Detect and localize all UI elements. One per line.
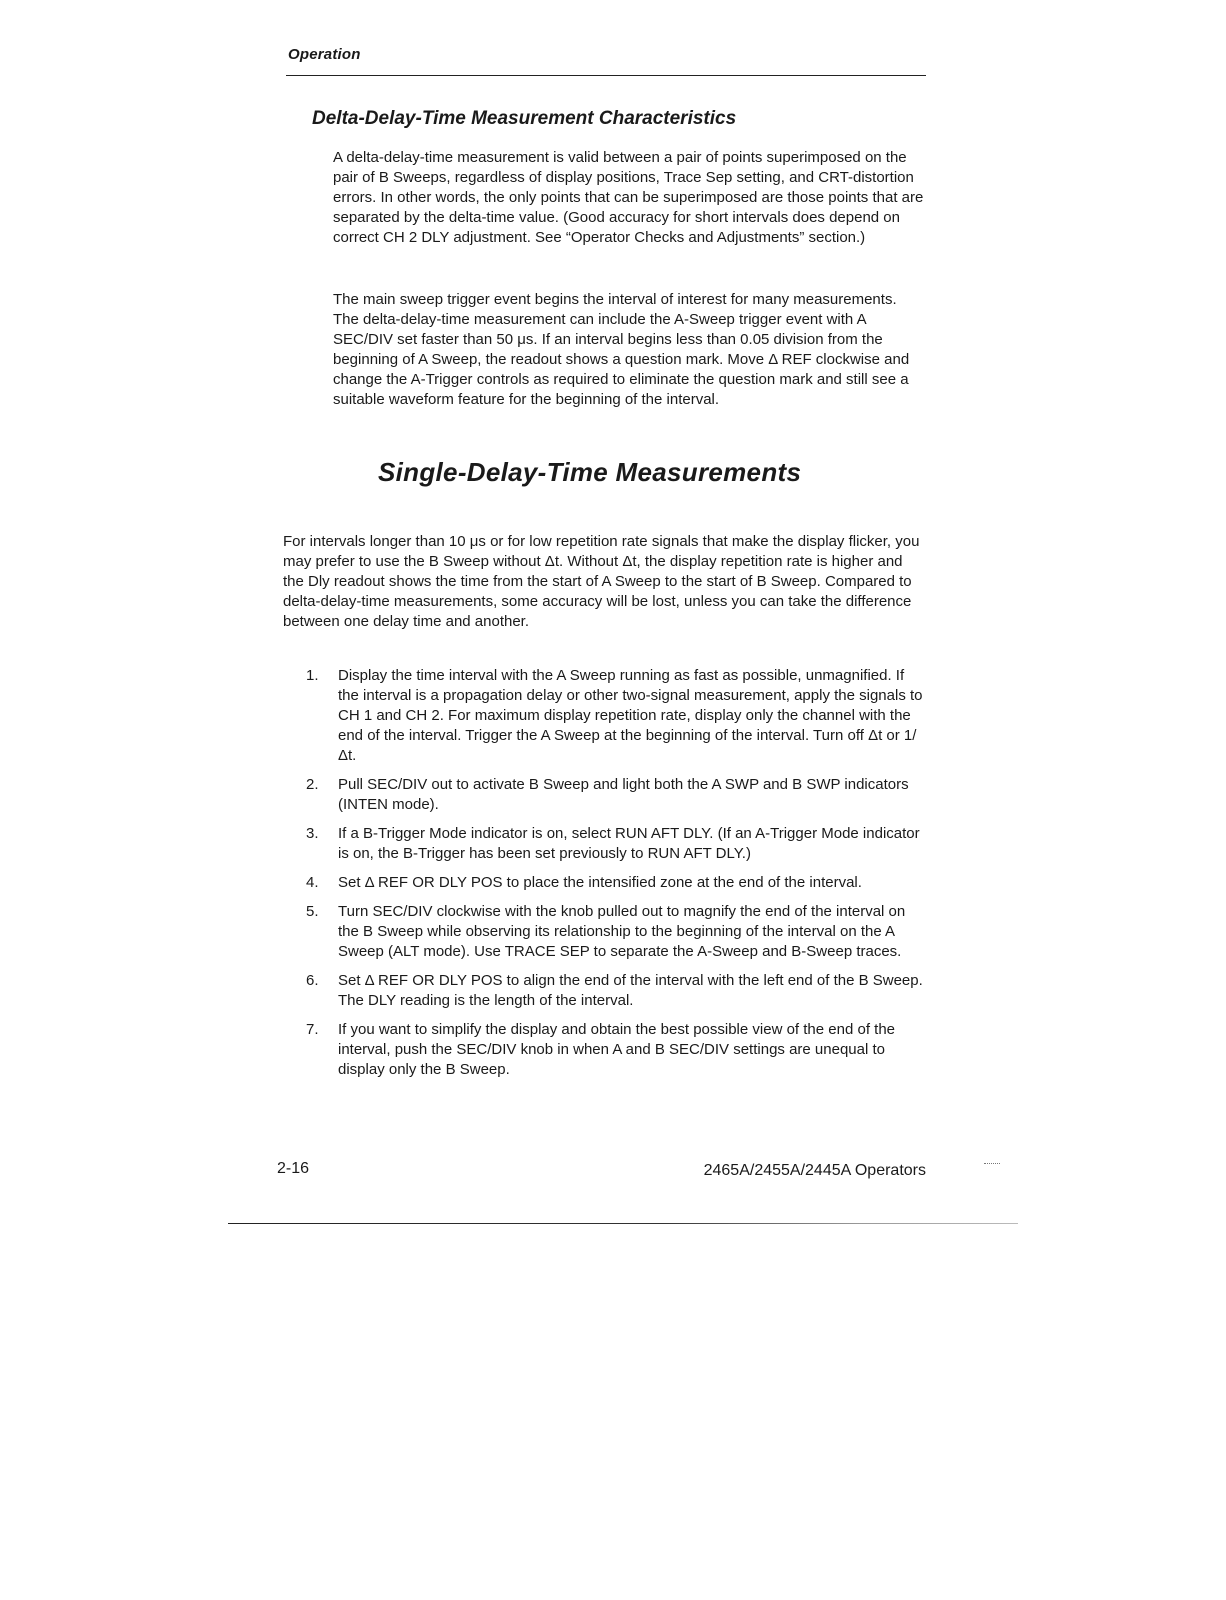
- step-text: If you want to simplify the display and obtain the best possible view of the end of the interval, push the SEC/DIV knob in when A and B SEC/DIV settings are unequal to display only the B Sweep.: [338, 1021, 895, 1078]
- step-text: Pull SEC/DIV out to activate B Sweep and light both the A SWP and B SWP indicators (INTEN mode).: [338, 776, 909, 813]
- delta-paragraph-2: The main sweep trigger event begins the interval of interest for many measurements. The delta-delay-time measurement can include the A-Sweep trigger event with A SEC/DIV set faster than 50 μs. If an interval begins less than 0.05 division from the beginning of A Sweep, the readout shows a question mark. Move Δ REF clockwise and change the A-Trigger controls as required to eliminate the question mark and still see a suitable waveform feature for the beginning of the interval.: [333, 291, 910, 408]
- step-item: [283, 666, 925, 766]
- step-item: [283, 971, 925, 1011]
- manual-title: 2465A/2455A/2445A Operators: [703, 1162, 926, 1179]
- corner-mark: [984, 1163, 1000, 1164]
- single-intro-paragraph: For intervals longer than 10 μs or for low repetition rate signals that make the display flicker, you may prefer to use the B Sweep without Δt. Without Δt, the display repetition rate is higher and the Dly readout shows the time from the start of A Sweep to the start of B Sweep. Compared to delta-delay-time measurements, some accuracy will be lost, unless you can take the difference between one delay time and another.: [283, 533, 920, 630]
- delta-paragraph-1: A delta-delay-time measurement is valid between a pair of points superimposed on the pair of B Sweeps, regardless of display positions, Trace Sep setting, and CRT-distortion errors. In other words, the only points that can be superimposed are those points that are separated by the delta-time value. (Good accuracy for short intervals does depend on correct CH 2 DLY adjustment. See “Operator Checks and Adjustments” section.): [333, 149, 924, 246]
- step-number: 1.: [306, 667, 319, 684]
- step-number: 3.: [306, 825, 319, 842]
- step-number: 5.: [306, 903, 319, 920]
- step-text: Set Δ REF OR DLY POS to place the intensified zone at the end of the interval.: [338, 874, 862, 891]
- procedure-steps: [283, 666, 925, 1089]
- footer-rule: [228, 1223, 1018, 1224]
- step-text: Turn SEC/DIV clockwise with the knob pulled out to magnify the end of the interval on the B Sweep while observing its relationship to the beginning of the interval on the A Sweep (ALT mode). Use TRACE SEP to separate the A-Sweep and B-Sweep traces.: [338, 903, 906, 960]
- running-head: Operation: [288, 46, 361, 63]
- step-number: 6.: [306, 972, 319, 989]
- step-item: [283, 824, 925, 864]
- step-text: If a B-Trigger Mode indicator is on, select RUN AFT DLY. (If an A-Trigger Mode indicator is on, the B-Trigger has been set previously to RUN AFT DLY.): [338, 825, 920, 862]
- header-rule: [286, 75, 926, 76]
- step-number: 2.: [306, 776, 319, 793]
- step-item: [283, 775, 925, 815]
- step-item: [283, 1020, 925, 1080]
- step-number: 4.: [306, 874, 319, 891]
- page-number: 2-16: [277, 1160, 310, 1177]
- step-text: Display the time interval with the A Sweep running as fast as possible, unmagnified. If the interval is a propagation delay or other two-signal measurement, apply the signals to CH 1 and CH 2. For maximum display repetition rate, display only the channel with the end of the interval. Trigger the A Sweep at the beginning of the interval. Turn off Δt or 1/Δt.: [338, 667, 923, 764]
- step-item: [283, 873, 925, 893]
- delta-section-heading: Delta-Delay-Time Measurement Characteristics: [312, 108, 737, 129]
- step-item: [283, 902, 925, 962]
- step-number: 7.: [306, 1021, 319, 1038]
- single-section-heading: Single-Delay-Time Measurements: [378, 457, 802, 487]
- step-text: Set Δ REF OR DLY POS to align the end of the interval with the left end of the B Sweep. The DLY reading is the length of the interval.: [338, 972, 923, 1009]
